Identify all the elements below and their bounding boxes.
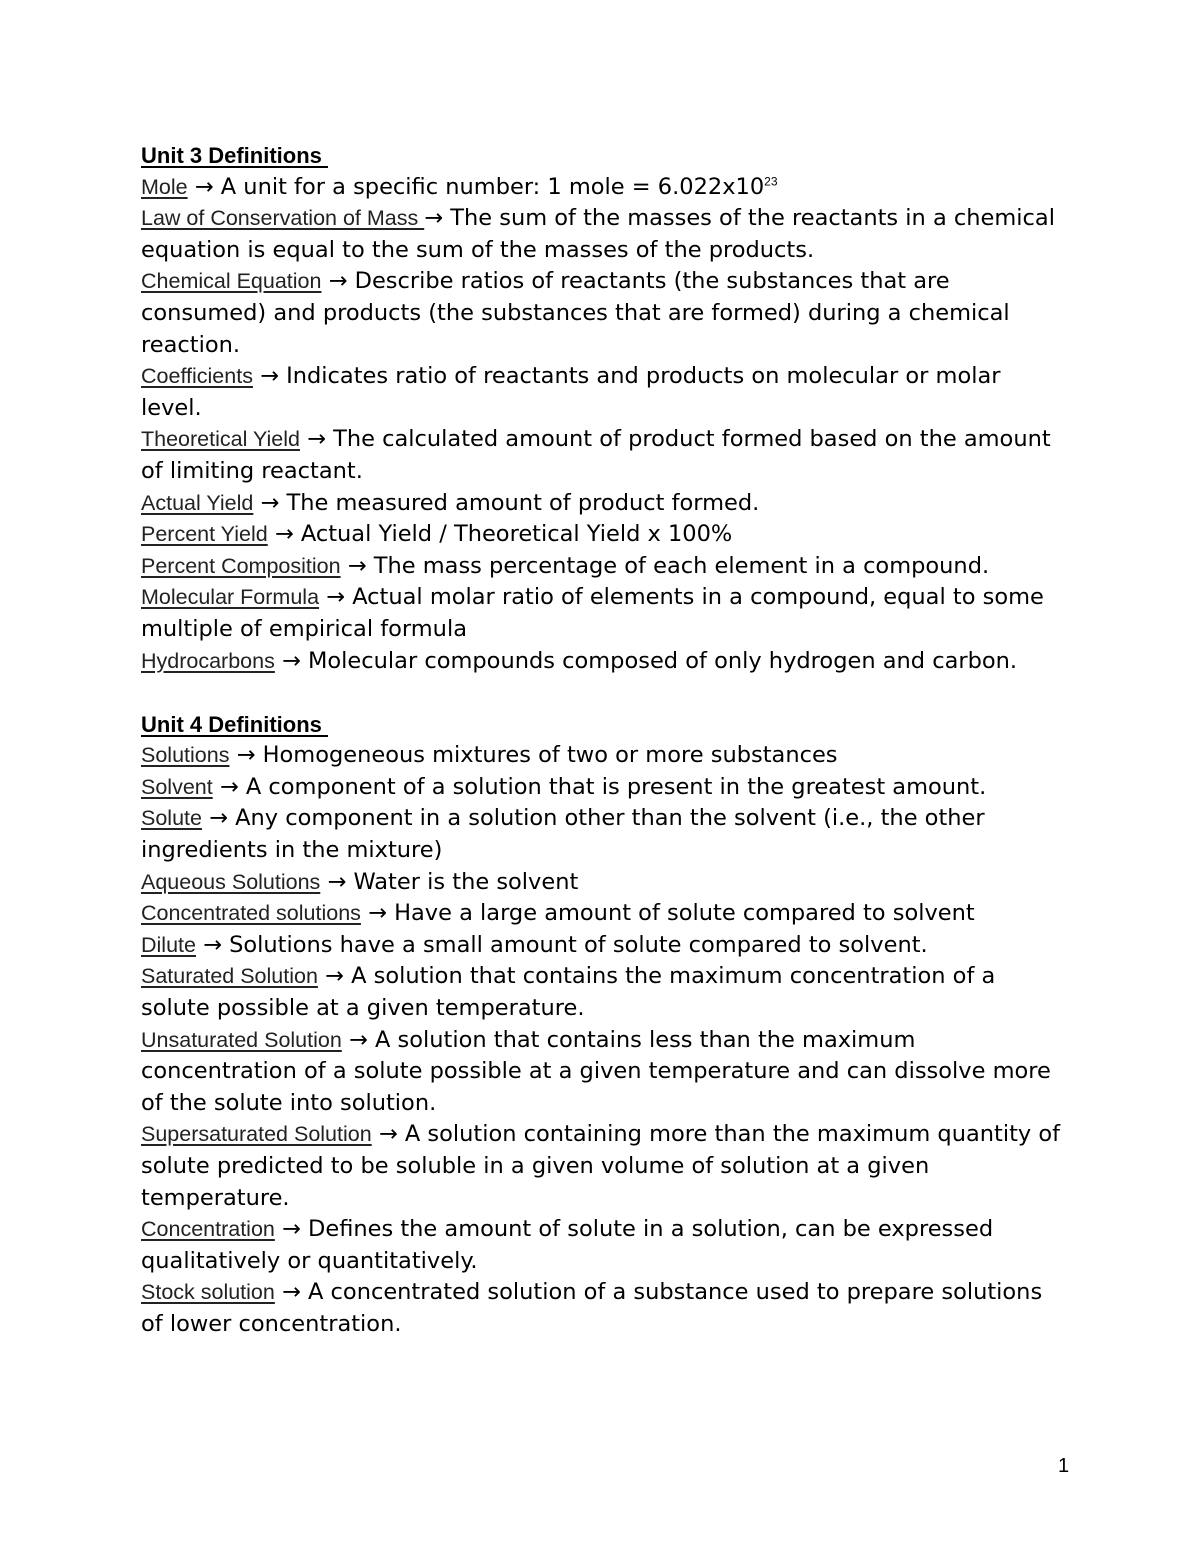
definition-term: Hydrocarbons	[141, 648, 275, 673]
definition-entry	[141, 1025, 1066, 1120]
definition-text: → A solution containing more than the maximum quantity of solute predicted to be soluble in a given volume of solution at a given temperature.	[141, 1121, 1061, 1211]
definition-term: Coefficients	[141, 364, 253, 389]
definition-text: → The calculated amount of product formed based on the amount of limiting reactant.	[141, 426, 1051, 484]
unit-3-heading: Unit 3 Definitions	[141, 143, 328, 168]
definition-term: Solvent	[141, 774, 213, 799]
definition-entry	[141, 1277, 1066, 1340]
unit-4-section	[141, 709, 1066, 1341]
definition-text: → Defines the amount of solute in a solution, can be expressed qualitatively or quantitatively.	[141, 1216, 994, 1274]
definition-term: Supersaturated Solution	[141, 1122, 372, 1147]
definition-entry	[141, 361, 1066, 424]
definition-text: → Actual Yield / Theoretical Yield x 100%	[267, 521, 733, 548]
definition-text: → Water is the solvent	[320, 868, 579, 895]
definition-text: → Homogeneous mixtures of two or more substances	[229, 742, 838, 769]
definition-entry	[141, 898, 1066, 930]
definition-entry	[141, 551, 1066, 583]
definition-entry-mole	[141, 172, 1066, 204]
definition-term: Saturated Solution	[141, 964, 318, 989]
definition-term: Aqueous Solutions	[141, 869, 321, 894]
definition-text: → A solution that contains the maximum concentration of a solute possible at a given temperature.	[141, 963, 996, 1022]
definition-text: → The measured amount of product formed.	[253, 489, 760, 516]
definition-term: Theoretical Yield	[141, 427, 300, 452]
definition-entry	[141, 772, 1066, 804]
definition-entry	[141, 740, 1066, 772]
definition-text: → Actual molar ratio of elements in a compound, equal to some multiple of empirical formula	[141, 584, 1044, 642]
definition-entry	[141, 867, 1066, 899]
definition-text: → The sum of the masses of the reactants in a chemical equation is equal to the sum of the masses of the products.	[141, 205, 1055, 263]
definition-term: Molecular Formula	[141, 585, 320, 610]
definition-entry	[141, 1119, 1066, 1214]
definition-entry	[141, 803, 1066, 866]
definition-entry	[141, 1214, 1066, 1277]
definition-entry	[141, 203, 1066, 266]
definition-term: Percent Yield	[141, 522, 268, 547]
definition-text: → Molecular compounds composed of only hydrogen and carbon.	[274, 647, 1018, 674]
definition-entry	[141, 488, 1066, 520]
definition-text: → A concentrated solution of a substance used to prepare solutions of lower concentration.	[141, 1279, 1043, 1337]
definition-term: Concentrated solutions	[141, 901, 361, 926]
definition-term: Solutions	[141, 743, 230, 768]
definition-entry	[141, 961, 1066, 1024]
definition-term: Dilute	[141, 932, 196, 957]
definition-term: Chemical Equation	[141, 269, 322, 294]
definition-text: → Any component in a solution other than the solvent (i.e., the other ingredients in the mixture)	[141, 805, 985, 864]
definition-text: → Describe ratios of reactants (the substances that are consumed) and products (the substances that are formed) during a chemical reaction.	[141, 268, 1010, 358]
definition-mole: → A unit for a specific number: 1 mole = 6.022x10	[187, 173, 765, 200]
definition-term: Percent Composition	[141, 553, 341, 578]
definition-term: Solute	[141, 806, 202, 831]
definition-term: Law of Conservation of Mass	[141, 206, 425, 231]
page-number: 1	[1058, 1455, 1070, 1477]
definition-text: → The mass percentage of each element in a compound.	[340, 552, 990, 579]
unit-3-section	[141, 140, 1066, 677]
definition-entry	[141, 424, 1066, 487]
section-spacer	[141, 677, 1066, 709]
definition-entry	[141, 582, 1066, 645]
definition-text: → Have a large amount of solute compared to solvent	[360, 900, 975, 927]
definition-text: → Indicates ratio of reactants and products on molecular or molar level.	[141, 363, 1001, 421]
definition-entry	[141, 266, 1066, 361]
definition-text: → A solution that contains less than the maximum concentration of a solute possible at a given temperature and can dissolve more of the solute into solution.	[141, 1026, 1051, 1116]
unit-4-heading: Unit 4 Definitions	[141, 711, 328, 737]
definition-term: Stock solution	[141, 1280, 275, 1305]
definition-entry	[141, 519, 1066, 551]
definition-term: Concentration	[141, 1217, 275, 1242]
definition-term: Unsaturated Solution	[141, 1027, 342, 1052]
exponent-mole: 23	[764, 174, 778, 189]
definition-text: → A component of a solution that is present in the greatest amount.	[212, 773, 987, 800]
definition-term: Actual Yield	[141, 490, 254, 515]
document-page	[141, 140, 1066, 1341]
definition-entry	[141, 646, 1066, 678]
term-mole: Mole	[141, 174, 188, 199]
definition-text: → Solutions have a small amount of solute compared to solvent.	[195, 931, 928, 958]
definition-entry	[141, 930, 1066, 962]
